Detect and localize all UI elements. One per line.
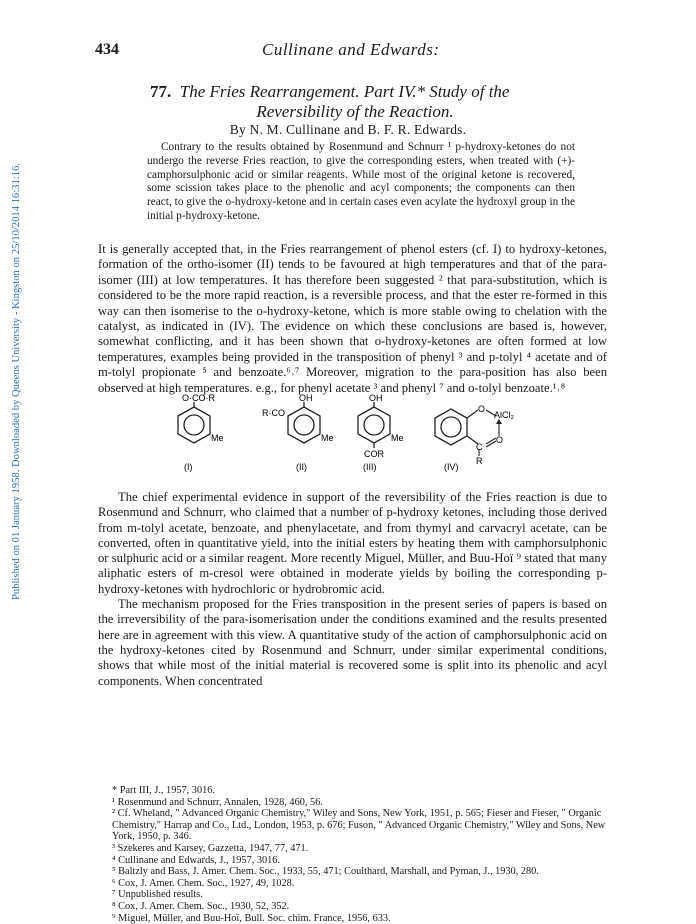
intro-paragraph bbox=[98, 242, 607, 396]
footnote-item: ² Cf. Wheland, " Advanced Organic Chemistry," Wiley and Sons, New York, 1951, p. 565; Fieser and Fieser, " Organic Chemistry," Harrap and Co., Ltd., London, 1953, p. 676; Fuson, " Advanced Organic Chemistry," Wiley and Sons, New York, 1950, p. 346. bbox=[112, 808, 606, 843]
footnote-item: ⁹ Miguel, Müller, and Buu-Hoï, Bull. Soc. chim. France, 1956, 633. bbox=[112, 912, 391, 924]
abstract bbox=[147, 141, 575, 224]
hydroxyl-label-III: OH bbox=[369, 394, 383, 403]
footnote-item: ⁷ Unpublished results. bbox=[112, 889, 203, 901]
cor-label-III: COR bbox=[364, 449, 384, 459]
article-title-line-1 bbox=[150, 82, 590, 102]
download-watermark-text: Published on 01 January 1958. Downloaded by Queens University - Kingston on 25/10/2014 16:31:16. bbox=[11, 163, 22, 600]
methyl-label-III: Me bbox=[391, 433, 404, 443]
footnote-item: ⁶ Cox, J. Amer. Chem. Soc., 1927, 49, 1028. bbox=[112, 877, 295, 889]
footnote-item: ⁵ Baltzly and Bass, J. Amer. Chem. Soc., 1933, 55, 471; Coulthard, Marshall, and Pyman, J., 1930, 280. bbox=[112, 866, 539, 878]
abstract-text: Contrary to the results obtained by Rosenmund and Schnurr ¹ p-hydroxy-ketones do not undergo the reverse Fries reaction, to give the corresponding esters, when treated with (+)-camphorsulphonic acid or similar reagents. While most of the original ketone is recovered, some scission takes place to the phenolic and acyl components; the components can then react, to give the o-hydroxy-ketone and in certain cases even acylate the hydroxyl group in the initial p-hydroxy-ketone. bbox=[147, 141, 575, 222]
label-IV: (IV) bbox=[444, 462, 459, 472]
authors: By N. M. Cullinane and B. F. R. Edwards. bbox=[229, 122, 467, 137]
article-number: 77. bbox=[150, 82, 172, 101]
footnote-item: ⁴ Cullinane and Edwards, J., 1957, 3016. bbox=[112, 854, 281, 866]
running-title: Cullinane and Edwards: bbox=[262, 40, 440, 59]
title-line-1: The Fries Rearrangement. Part IV.* Study of the bbox=[179, 82, 510, 101]
label-III: (III) bbox=[363, 462, 377, 472]
download-watermark bbox=[2, 130, 20, 600]
r-label-IV: R bbox=[476, 456, 483, 466]
hydroxyl-label-II: OH bbox=[299, 394, 313, 403]
oxygen-label-IV: O bbox=[478, 404, 486, 414]
structure-IV bbox=[435, 404, 515, 472]
structures-svg bbox=[160, 394, 560, 476]
footnote-item: * Part III, J., 1957, 3016. bbox=[112, 785, 215, 796]
alcl2-label-IV: AlCl₂ bbox=[494, 410, 514, 420]
body-paragraph-3: The mechanism proposed for the Fries transposition in the present series of papers is based on the irreversibility of the para-isomerisation under the conditions examined and the results presented here are in agreement with this view. A quantitative study of the action of camphorsulphonic acid on the hydroxy-ketones cited by Rosenmund and Schnurr, under similar experimental conditions, shows that while most of the initial material is recovered some is split into its phenolic and acyl components. When concentrated bbox=[98, 597, 607, 688]
methyl-label-I: Me bbox=[211, 433, 224, 443]
label-II: (II) bbox=[296, 462, 307, 472]
body-paragraph-1: It is generally accepted that, in the Fries rearrangement of phenol esters (cf. I) to hydroxy-ketones, formation of the ortho-isomer (II) tends to be favoured at high temperatures and that of the para-isomer (III) at low temperatures. It has therefore been suggested ² that para-substitution, which is considered to be the more rapid reaction, is a reversible process, and that the ester re-formed in this way can then isomerise to the o-hydroxy-ketone, which is more stable owing to chelation with the catalyst, as indicated in (IV). The evidence on which these conclusions are based is, however, somewhat conflicting, and it has been shown that o-hydroxy-ketones are often formed at low temperatures, examples being provided in the transposition of phenyl ³ and p-tolyl ⁴ acetate and of m-tolyl propionate ⁵ and benzoate.⁶˒⁷ Moreover, migration to the para-position has also been observed at high temperatures. e.g., for phenyl acetate ³ and phenyl ⁷ and o-tolyl benzoate.¹˒⁸ bbox=[98, 242, 607, 395]
body-paragraph-2: The chief experimental evidence in support of the reversibility of the Fries reaction is due to Rosenmund and Schnurr, who claimed that a number of p-hydroxy ketones, including those derived from m-tolyl acetate, benzoate, and phenylacetate, and from thymyl and carvacryl acetate, can be converted, often in quantitative yield, into the initial esters by heating them with camphorsulphonic or sulphuric acid or a similar reagent. More recently Miguel, Müller, and Buu-Hoï ⁹ stated that many aliphatic esters of m-cresol were obtained in moderate yields by boiling the corresponding p-hydroxy-ketones with hydrochloric or hydrobromic acid. bbox=[98, 490, 607, 596]
structure-III bbox=[358, 394, 404, 472]
footnote-item: ³ Szekeres and Karsey, Gazzetta, 1947, 77, 471. bbox=[112, 842, 309, 854]
footnote-item: ¹ Rosenmund and Schnurr, Annalen, 1928, 460, 56. bbox=[112, 796, 323, 808]
article-title bbox=[150, 82, 590, 122]
main-text bbox=[98, 490, 607, 689]
title-line-2: Reversibility of the Reaction. bbox=[256, 102, 454, 121]
label-I: (I) bbox=[184, 462, 193, 472]
page-number: 434 bbox=[95, 41, 119, 58]
chemical-structures-figure bbox=[160, 394, 560, 476]
footnotes bbox=[98, 785, 607, 924]
carbon-label-IV: C bbox=[476, 442, 483, 452]
carbonyl-oxygen-label-IV: O bbox=[496, 435, 504, 445]
structure-II bbox=[262, 394, 334, 472]
structure-I bbox=[178, 394, 224, 472]
group-I-label: O·CO·R bbox=[182, 394, 215, 403]
group-II-label: R·CO bbox=[262, 408, 285, 418]
methyl-label-II: Me bbox=[321, 433, 334, 443]
footnote-item: ⁸ Cox, J. Amer. Chem. Soc., 1930, 52, 352. bbox=[112, 900, 290, 912]
